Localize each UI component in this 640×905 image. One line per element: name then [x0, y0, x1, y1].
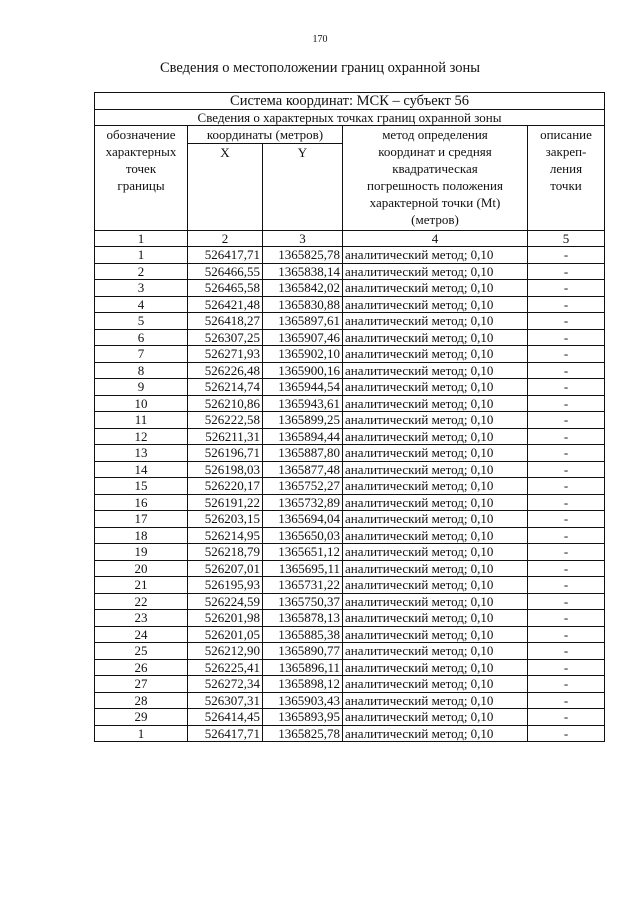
point-number-cell: 13 [95, 445, 188, 462]
point-number-cell: 14 [95, 461, 188, 478]
table-row [95, 511, 605, 528]
header-x: X [188, 144, 263, 231]
description-cell: - [528, 560, 605, 577]
description-cell: - [528, 511, 605, 528]
point-number-cell: 25 [95, 643, 188, 660]
x-coordinate-cell: 526201,98 [188, 610, 263, 627]
x-coordinate-cell: 526195,93 [188, 577, 263, 594]
method-cell: аналитический метод; 0,10 [343, 692, 528, 709]
y-coordinate-cell: 1365943,61 [263, 395, 343, 412]
method-cell: аналитический метод; 0,10 [343, 428, 528, 445]
description-cell: - [528, 676, 605, 693]
point-number-cell: 21 [95, 577, 188, 594]
table-row [95, 494, 605, 511]
method-cell: аналитический метод; 0,10 [343, 544, 528, 561]
page-number: 170 [312, 34, 328, 45]
x-coordinate-cell: 526214,74 [188, 379, 263, 396]
description-cell: - [528, 478, 605, 495]
point-number-cell: 23 [95, 610, 188, 627]
description-cell: - [528, 362, 605, 379]
method-cell: аналитический метод; 0,10 [343, 593, 528, 610]
description-cell: - [528, 709, 605, 726]
point-number-cell: 6 [95, 329, 188, 346]
table-row [95, 263, 605, 280]
method-cell: аналитический метод; 0,10 [343, 461, 528, 478]
method-cell: аналитический метод; 0,10 [343, 329, 528, 346]
x-coordinate-cell: 526201,05 [188, 626, 263, 643]
method-cell: аналитический метод; 0,10 [343, 527, 528, 544]
table-row [95, 692, 605, 709]
description-cell: - [528, 593, 605, 610]
method-cell: аналитический метод; 0,10 [343, 709, 528, 726]
method-cell: аналитический метод; 0,10 [343, 676, 528, 693]
method-cell: аналитический метод; 0,10 [343, 313, 528, 330]
point-number-cell: 11 [95, 412, 188, 429]
point-number-cell: 5 [95, 313, 188, 330]
method-cell: аналитический метод; 0,10 [343, 247, 528, 264]
table-row [95, 313, 605, 330]
table-row [95, 428, 605, 445]
column-number: 3 [263, 231, 343, 247]
table-row [95, 577, 605, 594]
point-number-cell: 12 [95, 428, 188, 445]
header-point-designation: обозначение характерных точек границы [95, 126, 188, 231]
method-cell: аналитический метод; 0,10 [343, 362, 528, 379]
point-number-cell: 15 [95, 478, 188, 495]
point-number-cell: 7 [95, 346, 188, 363]
table-row [95, 626, 605, 643]
y-coordinate-cell: 1365896,11 [263, 659, 343, 676]
method-cell: аналитический метод; 0,10 [343, 346, 528, 363]
column-number: 4 [343, 231, 528, 247]
column-number: 2 [188, 231, 263, 247]
y-coordinate-cell: 1365650,03 [263, 527, 343, 544]
table-row [95, 643, 605, 660]
method-cell: аналитический метод; 0,10 [343, 263, 528, 280]
y-coordinate-cell: 1365897,61 [263, 313, 343, 330]
method-cell: аналитический метод; 0,10 [343, 643, 528, 660]
description-cell: - [528, 329, 605, 346]
table-row [95, 478, 605, 495]
point-number-cell: 28 [95, 692, 188, 709]
y-coordinate-cell: 1365825,78 [263, 725, 343, 742]
y-coordinate-cell: 1365838,14 [263, 263, 343, 280]
x-coordinate-cell: 526466,55 [188, 263, 263, 280]
table-row [95, 395, 605, 412]
y-coordinate-cell: 1365899,25 [263, 412, 343, 429]
table-row [95, 610, 605, 627]
description-cell: - [528, 313, 605, 330]
point-number-cell: 29 [95, 709, 188, 726]
description-cell: - [528, 346, 605, 363]
header-method: метод определения координат и средняя квадратическая погрешность положения характерной точки (Mt) (метров) [343, 126, 528, 231]
y-coordinate-cell: 1365732,89 [263, 494, 343, 511]
y-coordinate-cell: 1365898,12 [263, 676, 343, 693]
point-number-cell: 4 [95, 296, 188, 313]
table-row [95, 329, 605, 346]
description-cell: - [528, 247, 605, 264]
table-row [95, 709, 605, 726]
x-coordinate-cell: 526222,58 [188, 412, 263, 429]
x-coordinate-cell: 526414,45 [188, 709, 263, 726]
x-coordinate-cell: 526272,34 [188, 676, 263, 693]
x-coordinate-cell: 526191,22 [188, 494, 263, 511]
x-coordinate-cell: 526225,41 [188, 659, 263, 676]
x-coordinate-cell: 526214,95 [188, 527, 263, 544]
method-cell: аналитический метод; 0,10 [343, 379, 528, 396]
point-number-cell: 18 [95, 527, 188, 544]
description-cell: - [528, 461, 605, 478]
description-cell: - [528, 643, 605, 660]
description-cell: - [528, 577, 605, 594]
point-number-cell: 8 [95, 362, 188, 379]
table-row [95, 280, 605, 297]
y-coordinate-cell: 1365878,13 [263, 610, 343, 627]
table-row [95, 247, 605, 264]
header-y: Y [263, 144, 343, 231]
y-coordinate-cell: 1365752,27 [263, 478, 343, 495]
method-cell: аналитический метод; 0,10 [343, 560, 528, 577]
table-row [95, 379, 605, 396]
method-cell: аналитический метод; 0,10 [343, 280, 528, 297]
table-row [95, 659, 605, 676]
method-cell: аналитический метод; 0,10 [343, 494, 528, 511]
description-cell: - [528, 428, 605, 445]
point-number-cell: 22 [95, 593, 188, 610]
y-coordinate-cell: 1365877,48 [263, 461, 343, 478]
point-number-cell: 10 [95, 395, 188, 412]
y-coordinate-cell: 1365731,22 [263, 577, 343, 594]
x-coordinate-cell: 526207,01 [188, 560, 263, 577]
description-cell: - [528, 280, 605, 297]
x-coordinate-cell: 526417,71 [188, 247, 263, 264]
y-coordinate-cell: 1365944,54 [263, 379, 343, 396]
description-cell: - [528, 692, 605, 709]
description-cell: - [528, 527, 605, 544]
description-cell: - [528, 379, 605, 396]
x-coordinate-cell: 526418,27 [188, 313, 263, 330]
point-number-cell: 27 [95, 676, 188, 693]
description-cell: - [528, 725, 605, 742]
y-coordinate-cell: 1365842,02 [263, 280, 343, 297]
x-coordinate-cell: 526226,48 [188, 362, 263, 379]
point-number-cell: 1 [95, 725, 188, 742]
table-row [95, 560, 605, 577]
y-coordinate-cell: 1365885,38 [263, 626, 343, 643]
description-cell: - [528, 544, 605, 561]
header-description: описание закреп- ления точки [528, 126, 605, 231]
table-row [95, 346, 605, 363]
header-coordinates: координаты (метров) [188, 126, 343, 144]
method-cell: аналитический метод; 0,10 [343, 725, 528, 742]
point-number-cell: 16 [95, 494, 188, 511]
point-number-cell: 19 [95, 544, 188, 561]
y-coordinate-cell: 1365887,80 [263, 445, 343, 462]
table-row [95, 527, 605, 544]
y-coordinate-cell: 1365830,88 [263, 296, 343, 313]
x-coordinate-cell: 526465,58 [188, 280, 263, 297]
coordinate-system-row [95, 93, 605, 110]
document-title: Сведения о местоположении границ охранной зоны [159, 60, 480, 76]
table-row [95, 725, 605, 742]
x-coordinate-cell: 526203,15 [188, 511, 263, 528]
description-cell: - [528, 445, 605, 462]
y-coordinate-cell: 1365902,10 [263, 346, 343, 363]
x-coordinate-cell: 526307,31 [188, 692, 263, 709]
method-cell: аналитический метод; 0,10 [343, 445, 528, 462]
x-coordinate-cell: 526198,03 [188, 461, 263, 478]
table-row [95, 412, 605, 429]
method-cell: аналитический метод; 0,10 [343, 412, 528, 429]
table-row [95, 445, 605, 462]
description-cell: - [528, 626, 605, 643]
method-cell: аналитический метод; 0,10 [343, 577, 528, 594]
point-number-cell: 1 [95, 247, 188, 264]
description-cell: - [528, 494, 605, 511]
method-cell: аналитический метод; 0,10 [343, 626, 528, 643]
x-coordinate-cell: 526196,71 [188, 445, 263, 462]
table-row [95, 461, 605, 478]
x-coordinate-cell: 526220,17 [188, 478, 263, 495]
coordinates-table [94, 92, 605, 742]
column-number: 1 [95, 231, 188, 247]
column-numbers-row [95, 231, 605, 247]
header-row-1 [95, 126, 605, 144]
method-cell: аналитический метод; 0,10 [343, 511, 528, 528]
x-coordinate-cell: 526271,93 [188, 346, 263, 363]
description-cell: - [528, 659, 605, 676]
y-coordinate-cell: 1365750,37 [263, 593, 343, 610]
point-number-cell: 2 [95, 263, 188, 280]
y-coordinate-cell: 1365900,16 [263, 362, 343, 379]
point-number-cell: 9 [95, 379, 188, 396]
description-cell: - [528, 412, 605, 429]
coordinate-system-label: Система координат: МСК – субъект 56 [95, 93, 605, 110]
y-coordinate-cell: 1365651,12 [263, 544, 343, 561]
point-number-cell: 20 [95, 560, 188, 577]
y-coordinate-cell: 1365903,43 [263, 692, 343, 709]
x-coordinate-cell: 526417,71 [188, 725, 263, 742]
method-cell: аналитический метод; 0,10 [343, 659, 528, 676]
x-coordinate-cell: 526421,48 [188, 296, 263, 313]
y-coordinate-cell: 1365695,11 [263, 560, 343, 577]
x-coordinate-cell: 526212,90 [188, 643, 263, 660]
x-coordinate-cell: 526210,86 [188, 395, 263, 412]
method-cell: аналитический метод; 0,10 [343, 610, 528, 627]
y-coordinate-cell: 1365694,04 [263, 511, 343, 528]
point-number-cell: 24 [95, 626, 188, 643]
y-coordinate-cell: 1365894,44 [263, 428, 343, 445]
point-number-cell: 17 [95, 511, 188, 528]
description-cell: - [528, 395, 605, 412]
y-coordinate-cell: 1365893,95 [263, 709, 343, 726]
y-coordinate-cell: 1365890,77 [263, 643, 343, 660]
x-coordinate-cell: 526307,25 [188, 329, 263, 346]
method-cell: аналитический метод; 0,10 [343, 296, 528, 313]
table-row [95, 544, 605, 561]
method-cell: аналитический метод; 0,10 [343, 395, 528, 412]
x-coordinate-cell: 526224,59 [188, 593, 263, 610]
description-cell: - [528, 263, 605, 280]
y-coordinate-cell: 1365907,46 [263, 329, 343, 346]
table-row [95, 296, 605, 313]
point-number-cell: 26 [95, 659, 188, 676]
subtitle-row [95, 110, 605, 126]
y-coordinate-cell: 1365825,78 [263, 247, 343, 264]
table-row [95, 362, 605, 379]
x-coordinate-cell: 526211,31 [188, 428, 263, 445]
table-subtitle: Сведения о характерных точках границ охранной зоны [95, 110, 605, 126]
table-row [95, 676, 605, 693]
description-cell: - [528, 610, 605, 627]
table-row [95, 593, 605, 610]
method-cell: аналитический метод; 0,10 [343, 478, 528, 495]
point-number-cell: 3 [95, 280, 188, 297]
x-coordinate-cell: 526218,79 [188, 544, 263, 561]
column-number: 5 [528, 231, 605, 247]
description-cell: - [528, 296, 605, 313]
